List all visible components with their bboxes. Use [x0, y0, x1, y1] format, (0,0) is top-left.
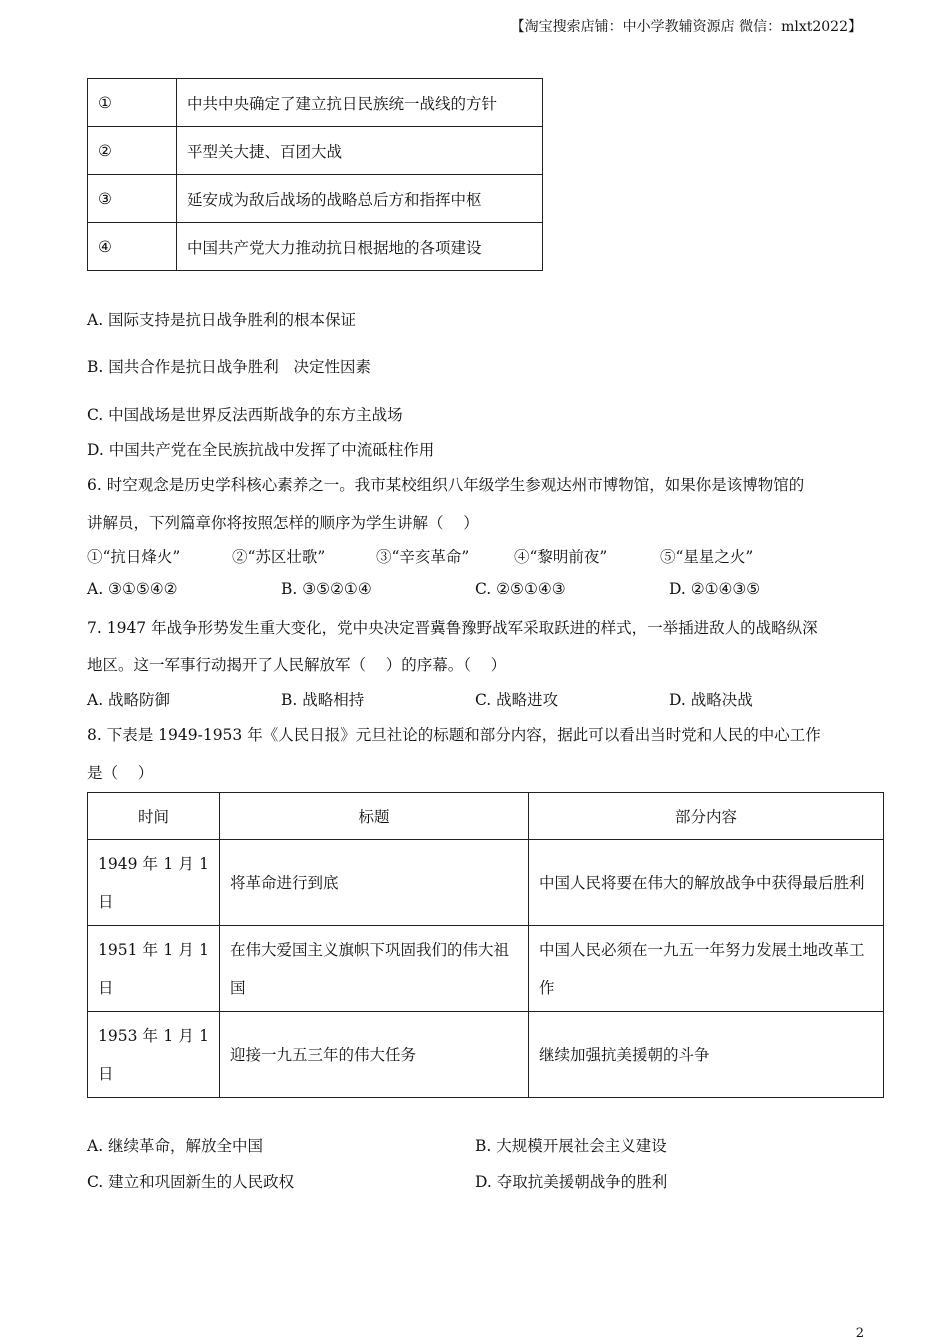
cell-content: 继续加强抗美援朝的斗争	[529, 1012, 884, 1098]
row-text: 中国共产党大力推动抗日根据地的各项建设	[177, 223, 543, 271]
table-row	[88, 175, 543, 223]
table-row	[88, 840, 884, 926]
row-text: 延安成为敌后战场的战略总后方和指挥中枢	[177, 175, 543, 223]
q8-stem-line2: 是（ ）	[87, 764, 154, 782]
q5-option-d: D. 中国共产党在全民族抗战中发挥了中流砥柱作用	[87, 441, 435, 459]
table-row	[88, 127, 543, 175]
events-table	[87, 78, 543, 271]
table-row	[88, 1012, 884, 1098]
q6-item: ①“抗日烽火”	[87, 548, 181, 566]
q7-option-b: B. 战略相持	[281, 691, 365, 709]
table-row	[88, 223, 543, 271]
q6-stem-line1: 6. 时空观念是历史学科核心素养之一。我市某校组织八年级学生参观达州市博物馆，如果你是该博物馆的	[87, 476, 805, 494]
q6-item: ②“苏区壮歌”	[232, 548, 326, 566]
q6-option-d: D. ②①④③⑤	[669, 580, 761, 598]
table-row	[88, 79, 543, 127]
q6-option-a: A. ③①⑤④②	[87, 580, 178, 598]
cell-date: 1953 年 1 月 1 日	[88, 1012, 220, 1098]
row-number: ③	[88, 175, 177, 223]
q8-option-d: D. 夺取抗美援朝战争的胜利	[475, 1173, 668, 1191]
row-number: ①	[88, 79, 177, 127]
q7-stem-line1: 7. 1947 年战争形势发生重大变化，党中央决定晋冀鲁豫野战军采取跃进的样式，一举插进敌人的战略纵深	[87, 619, 818, 637]
row-number: ④	[88, 223, 177, 271]
column-header-time: 时间	[88, 793, 220, 840]
table-row	[88, 926, 884, 1012]
cell-date: 1951 年 1 月 1 日	[88, 926, 220, 1012]
cell-content: 中国人民将要在伟大的解放战争中获得最后胜利	[529, 840, 884, 926]
cell-title: 在伟大爱国主义旗帜下巩固我们的伟大祖国	[220, 926, 529, 1012]
q6-item: ⑤“星星之火”	[660, 548, 754, 566]
q6-option-c: C. ②⑤①④③	[475, 580, 566, 598]
cell-title: 迎接一九五三年的伟大任务	[220, 1012, 529, 1098]
q8-stem-line1: 8. 下表是 1949-1953 年《人民日报》元旦社论的标题和部分内容，据此可以看出当时党和人民的中心工作	[87, 726, 821, 744]
q5-option-b: B. 国共合作是抗日战争胜利 决定性因素	[87, 358, 372, 376]
column-header-content: 部分内容	[529, 793, 884, 840]
cell-title: 将革命进行到底	[220, 840, 529, 926]
q7-option-a: A. 战略防御	[87, 691, 171, 709]
q7-stem-line2: 地区。这一军事行动揭开了人民解放军（ ）的序幕。（ ）	[87, 656, 507, 674]
q6-stem-line2: 讲解员，下列篇章你将按照怎样的顺序为学生讲解（ ）	[87, 514, 479, 532]
q5-option-a: A. 国际支持是抗日战争胜利的根本保证	[87, 311, 357, 329]
q8-option-b: B. 大规模开展社会主义建设	[475, 1137, 667, 1155]
column-header-title: 标题	[220, 793, 529, 840]
q6-item: ④“黎明前夜”	[514, 548, 608, 566]
q7-option-d: D. 战略决战	[669, 691, 753, 709]
page-header: 【淘宝搜索店铺：中小学教辅资源店 微信：mlxt2022】	[510, 19, 862, 35]
row-text: 平型关大捷、百团大战	[177, 127, 543, 175]
q7-option-c: C. 战略进攻	[475, 691, 559, 709]
q5-option-c: C. 中国战场是世界反法西斯战争的东方主战场	[87, 406, 403, 424]
q8-option-a: A. 继续革命，解放全中国	[87, 1137, 264, 1155]
cell-date: 1949 年 1 月 1 日	[88, 840, 220, 926]
editorial-table	[87, 792, 884, 1098]
q8-option-c: C. 建立和巩固新生的人民政权	[87, 1173, 295, 1191]
page-number: 2	[855, 1326, 864, 1341]
row-number: ②	[88, 127, 177, 175]
row-text: 中共中央确定了建立抗日民族统一战线的方针	[177, 79, 543, 127]
cell-content: 中国人民必须在一九五一年努力发展土地改革工作	[529, 926, 884, 1012]
table-header-row	[88, 793, 884, 840]
q6-item: ③“辛亥革命”	[376, 548, 470, 566]
q6-option-b: B. ③⑤②①④	[281, 580, 372, 598]
